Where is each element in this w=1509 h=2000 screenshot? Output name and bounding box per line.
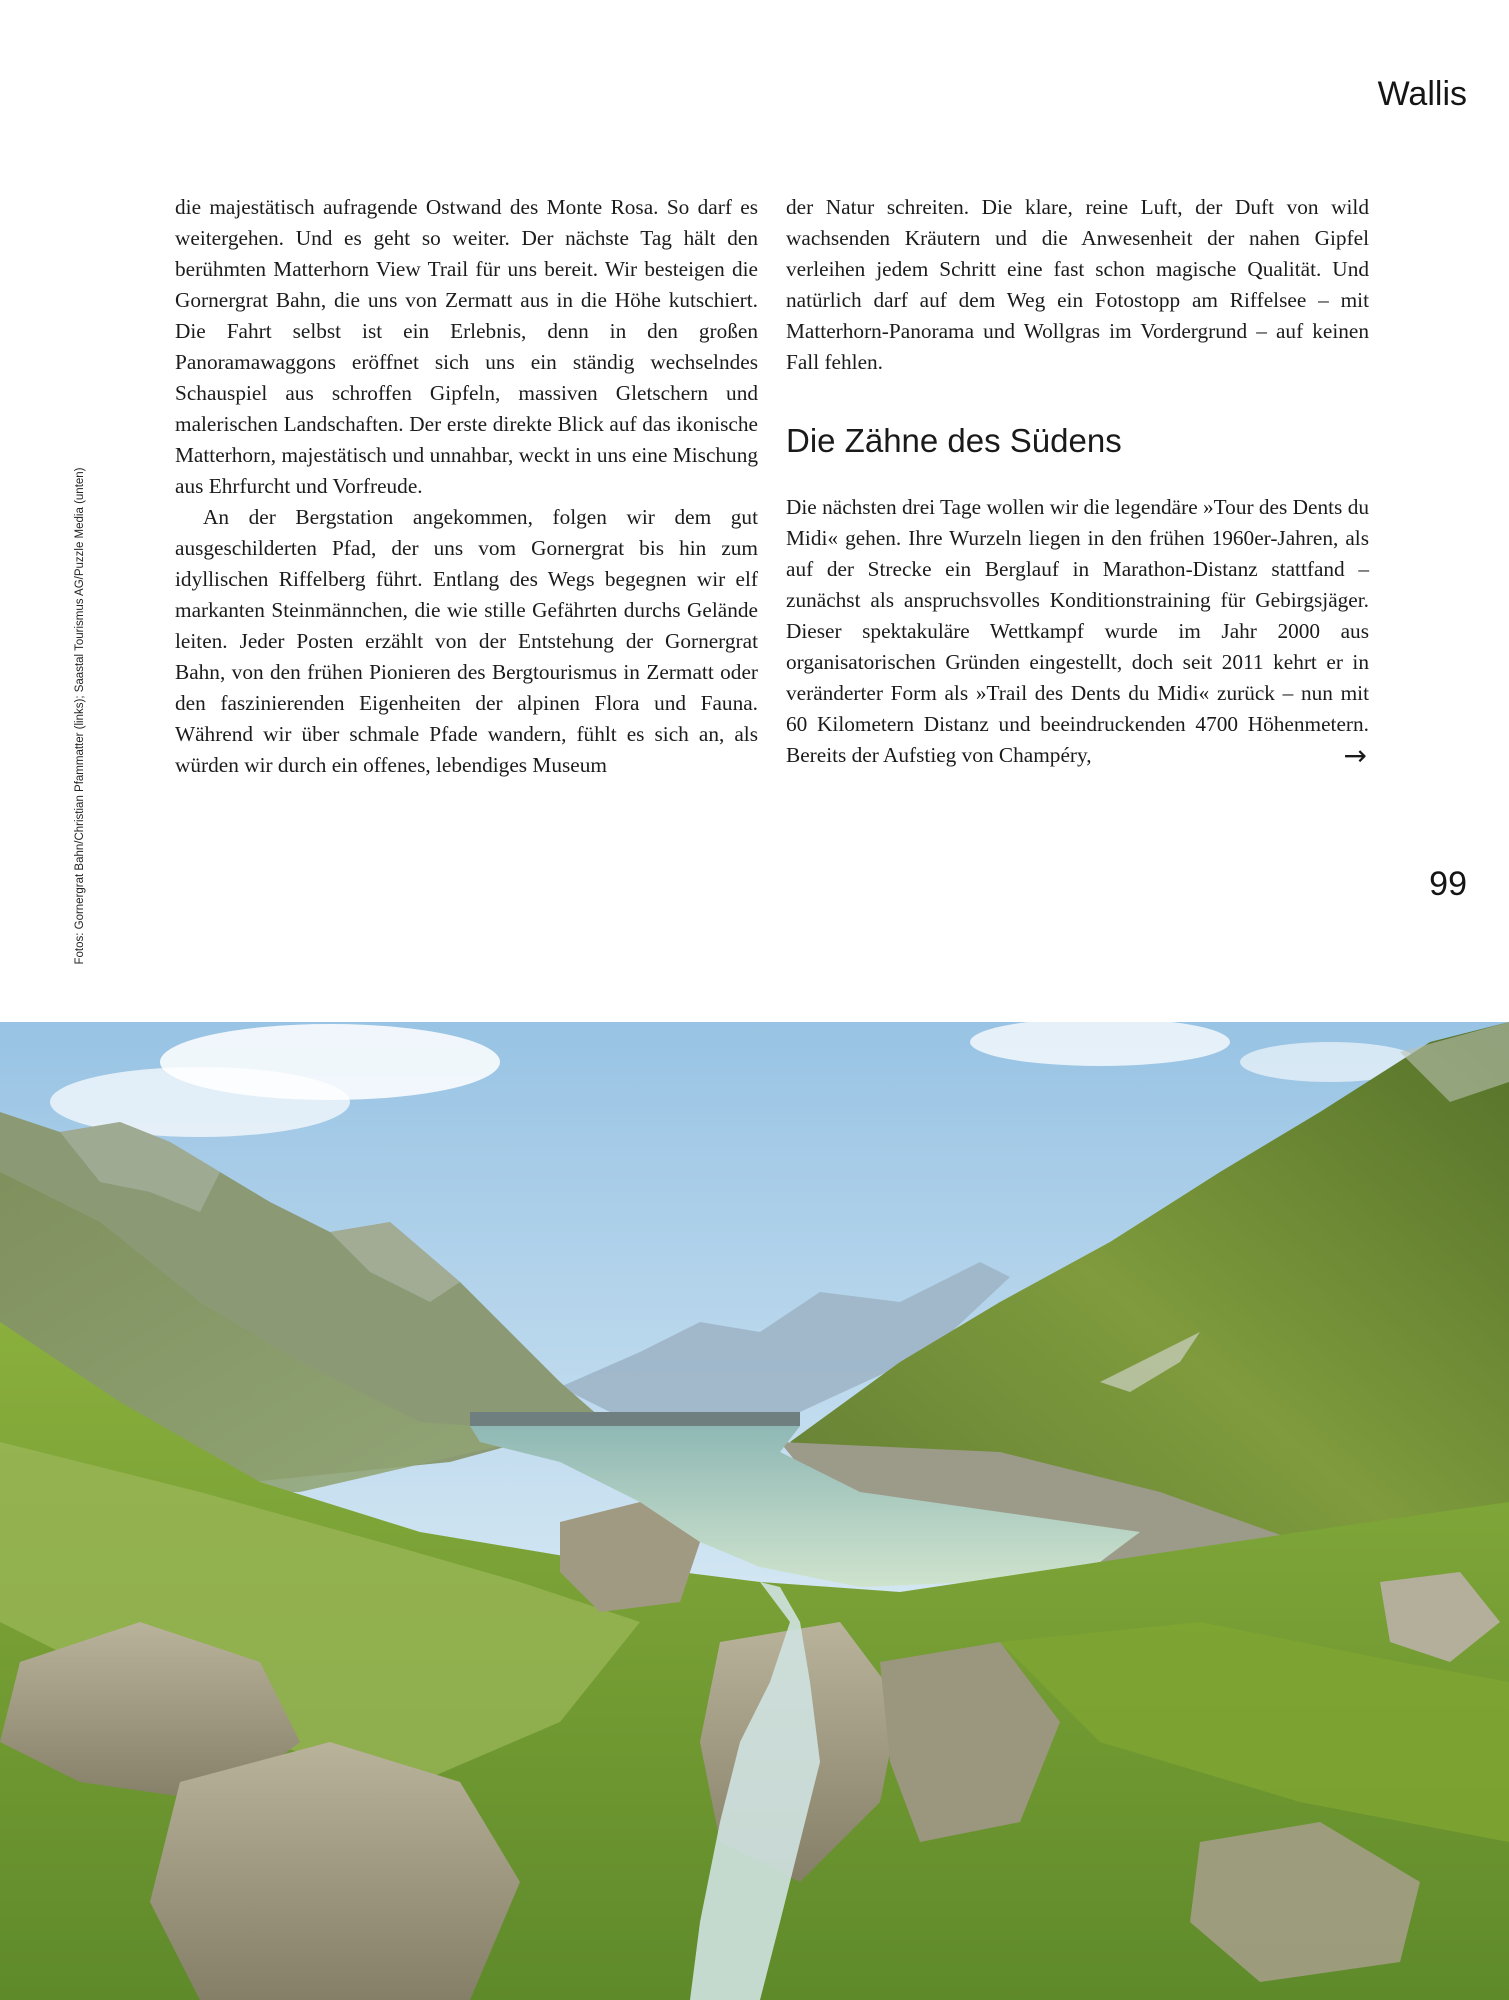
article-paragraph: [786, 492, 1369, 771]
article-right-column: [786, 192, 1369, 771]
article-paragraph-text: Die nächsten drei Tage wollen wir die legendäre »Tour des Dents du Midi« gehen. Ihre Wurzeln liegen in den frühen 1960er-Jahren, als auf der Strecke ein Berglauf in Marathon-Distanz stattfand – zunächst als anspruchsvolles Konditionstraining für Gebirgsjäger. Dieser spektakuläre Wettkampf wurde im Jahr 2000 aus organisatorischen Gründen eingestellt, doch seit 2011 kehrt er in veränderter Form als »Trail des Dents du Midi« zurück – nun mit 60 Kilometern Distanz und beeindruckenden 4700 Höhenmetern. Bereits der Aufstieg von Champéry,: [786, 495, 1369, 767]
article-paragraph: An der Bergstation angekommen, folgen wir dem gut ausgeschilderten Pfad, der uns vom Gornergrat bis hin zum idyllischen Riffelberg führt. Entlang des Wegs begegnen wir elf markanten Steinmännchen, die wie stille Gefährten durchs Gelände leiten. Jeder Posten erzählt von der Entstehung der Gornergrat Bahn, von den frühen Pionieren des Bergtourismus in Zermatt oder den faszinierenden Eigenheiten der alpinen Flora und Fauna. Während wir über schmale Pfade wandern, fühlt es sich an, als würden wir durch ein offenes, lebendiges Museum: [175, 505, 758, 777]
subheading: Die Zähne des Südens: [786, 422, 1122, 459]
photo-credit: Fotos: Gornergrat Bahn/Christian Pfammatter (links); Saastal Tourismus AG/Puzzle Media (unten): [74, 467, 86, 965]
article-paragraph: die majestätisch aufragende Ostwand des Monte Rosa. So darf es weitergehen. Und es geht so weiter. Der nächste Tag hält den berühmten Matterhorn View Trail für uns bereit. Wir besteigen die Gornergrat Bahn, die uns von Zermatt aus in die Höhe kutschiert. Die Fahrt selbst ist ein Erlebnis, denn in den großen Panoramawaggons eröffnet sich uns ein ständig wechselndes Schauspiel aus schroffen Gipfeln, massiven Gletschern und malerischen Landschaften. Der erste direkte Blick auf das ikonische Matterhorn, majestätisch und unnahbar, weckt in uns eine Mischung aus Ehrfurcht und Vorfreude.: [175, 195, 758, 498]
section-title: Wallis: [1377, 75, 1467, 113]
article-paragraph: der Natur schreiten. Die klare, reine Luft, der Duft von wild wachsenden Kräutern und die Anwesenheit der nahen Gipfel verleihen jedem Schritt eine fast schon magische Qualität. Und natürlich darf auf dem Weg ein Fotostopp am Riffelsee – mit Matterhorn-Panorama und Wollgras im Vordergrund – auf keinen Fall fehlen.: [786, 195, 1369, 374]
landscape-photo: [0, 1022, 1509, 2000]
dam-wall: [470, 1412, 800, 1426]
article-left-column: [175, 192, 758, 781]
page-number: 99: [1429, 865, 1467, 903]
arrow-right-icon: →: [1343, 739, 1367, 772]
